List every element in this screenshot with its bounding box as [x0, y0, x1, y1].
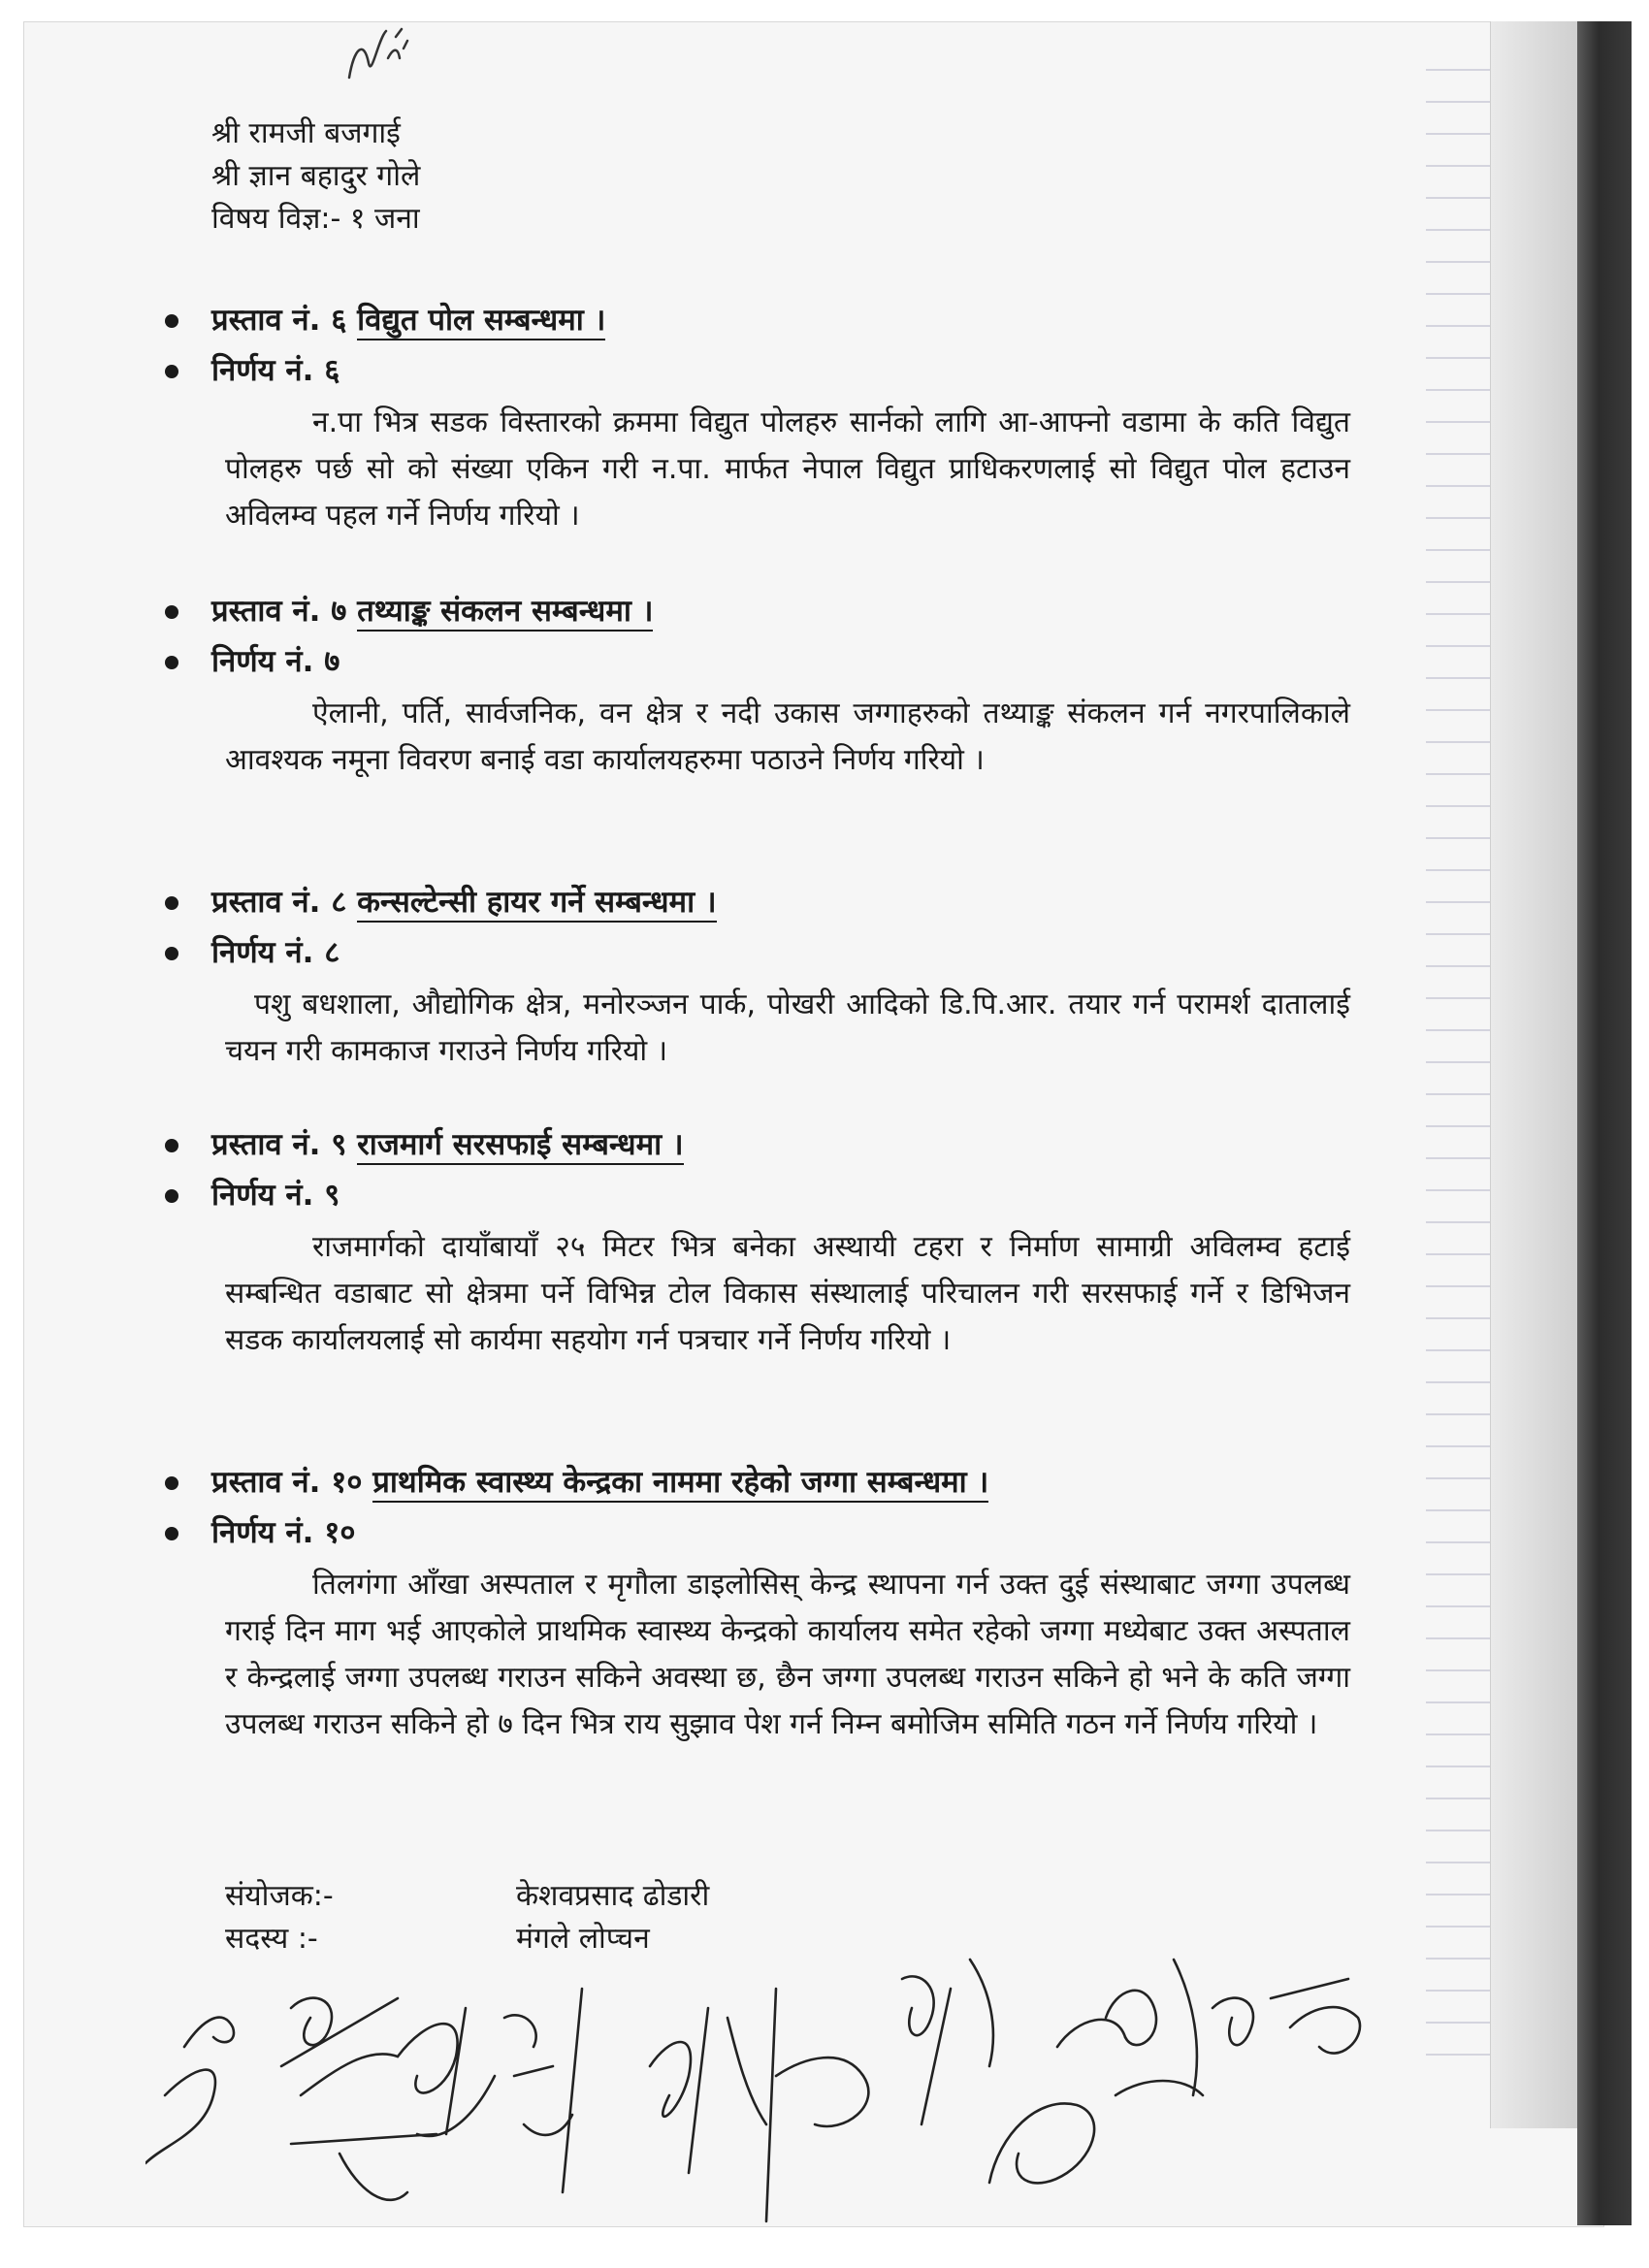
proposal-heading [211, 1125, 684, 1164]
bullet [165, 1527, 178, 1540]
decision-text: पशु बधशाला, औद्योगिक क्षेत्र, मनोरञ्जन पार्क, पोखरी आदिको डि.पि.आर. तयार गर्न परामर्श दातालाई चयन गरी कामकाज गराउने निर्णय गरियो । [225, 988, 1350, 1068]
proposal-subject: विद्युत पोल सम्बन्धमा । [357, 303, 605, 340]
ruled-page-edge [1426, 39, 1490, 2086]
decision-text: राजमार्गको दायाँबायाँ २५ मिटर भित्र बनेका अस्थायी टहरा र निर्माण सामाग्री अविलम्व हटाई सम्बन्धित वडाबाट सो क्षेत्रमा पर्ने विभिन्न टोल विकास संस्थालाई परिचालन गरी सरसफाई गर्ने र डिभिजन सडक कार्यालयलाई सो कार्यमा सहयोग गर्न पत्रचार गर्ने निर्णय गरियो । [225, 1230, 1350, 1357]
bullet [165, 365, 178, 378]
header-line-2: श्री ज्ञान बहादुर गोले [211, 159, 421, 193]
proposal-subject: राजमार्ग सरसफाई सम्बन्धमा । [357, 1127, 684, 1165]
signature-4 [504, 1989, 582, 2192]
bullet [165, 947, 178, 960]
signature-8 [989, 2020, 1125, 2184]
proposal-heading [211, 592, 653, 631]
decision-label: निर्णय नं. ७ [211, 644, 340, 679]
proposal-label: प्रस्ताव नं. ६ [211, 303, 347, 338]
signature-5 [650, 2008, 766, 2173]
bullet [165, 1139, 178, 1152]
signature-2 [281, 1998, 436, 2200]
signature-3 [398, 2008, 495, 2136]
decision-label: निर्णय नं. १० [211, 1515, 356, 1550]
decision-text: तिलगंगा आँखा अस्पताल र मृगौला डाइलोसिस् केन्द्र स्थापना गर्न उक्त दुई संस्थाबाट जग्गा उपलब्ध गराई दिन माग भई आएकोले प्राथमिक स्वास्थ्य केन्द्रको कार्यालय समेत रहेको जग्गा मध्येबाट उक्त अस्पताल र केन्द्रलाई जग्गा उपलब्ध गराउन सकिने अवस्था छ, छैन जग्गा उपलब्ध गराउन सकिने हो भने के कति जग्गा उपलब्ध गराउन सकिने हो ७ दिन भित्र राय सुझाव पेश गर्न निम्न बमोजिम समिति गठन गर्ने निर्णय गरियो । [225, 1568, 1350, 1741]
convener-name: केशवप्रसाद ढोडारी [516, 1879, 710, 1913]
bullet [165, 314, 178, 328]
convener-role: संयोजक:- [225, 1879, 334, 1913]
proposal-subject: तथ्याङ्क संकलन सम्बन्धमा । [357, 594, 653, 632]
member-name: मंगले लोप्चन [516, 1922, 650, 1956]
top-handwritten-scrawl [340, 19, 417, 97]
proposal-label: प्रस्ताव नं. ९ [211, 1127, 347, 1162]
bullet [165, 1476, 178, 1490]
proposal-subject: कन्सल्टेन्सी हायर गर्ने सम्बन्धमा । [357, 885, 717, 923]
header-line-3: विषय विज्ञ:- १ जना [211, 202, 420, 236]
decision-label: निर्णय नं. ६ [211, 353, 340, 388]
proposal-heading [211, 1463, 988, 1502]
signatures-area [146, 1901, 1406, 2251]
decision-text: न.पा भित्र सडक विस्तारको क्रममा विद्युत पोलहरु सार्नको लागि आ-आफ्नो वडामा के कति विद्युत पोलहरु पर्छ सो को संख्या एकिन गरी न.पा. मार्फत नेपाल विद्युत प्राधिकरणलाई सो विद्युत पोल हटाउन अविलम्व पहल गर्ने निर्णय गरियो । [225, 405, 1350, 533]
decision-label: निर्णय नं. ८ [211, 935, 340, 970]
proposal-subject: प्राथमिक स्वास्थ्य केन्द्रका नाममा रहेको जग्गा सम्बन्धमा । [372, 1465, 988, 1503]
header-line-1: श्री रामजी बजगाई [211, 116, 401, 150]
signature-1 [146, 2018, 234, 2163]
proposal-heading [211, 883, 717, 922]
scan-shadow-edge [1577, 21, 1632, 2225]
bullet [165, 605, 178, 619]
bullet [165, 896, 178, 910]
bullet [165, 1189, 178, 1203]
bullet [165, 656, 178, 669]
member-role: सदस्य :- [225, 1922, 318, 1956]
proposal-heading [211, 301, 605, 340]
underlying-page-edge [1490, 21, 1578, 2128]
proposal-label: प्रस्ताव नं. ८ [211, 885, 347, 920]
signature-10 [1212, 1979, 1360, 2054]
signature-6 [766, 1989, 868, 2221]
proposal-label: प्रस्ताव नं. ७ [211, 594, 347, 629]
signature-7 [902, 1960, 993, 2124]
decision-text: ऐलानी, पर्ति, सार्वजनिक, वन क्षेत्र र नदी उकास जग्गाहरुको तथ्याङ्क संकलन गर्न नगरपालिकाले आवश्यक नमूना विवरण बनाई वडा कार्यालयहरुमा पठाउने निर्णय गरियो । [225, 697, 1350, 777]
proposal-label: प्रस्ताव नं. १० [211, 1465, 363, 1500]
decision-label: निर्णय नं. ९ [211, 1178, 340, 1213]
